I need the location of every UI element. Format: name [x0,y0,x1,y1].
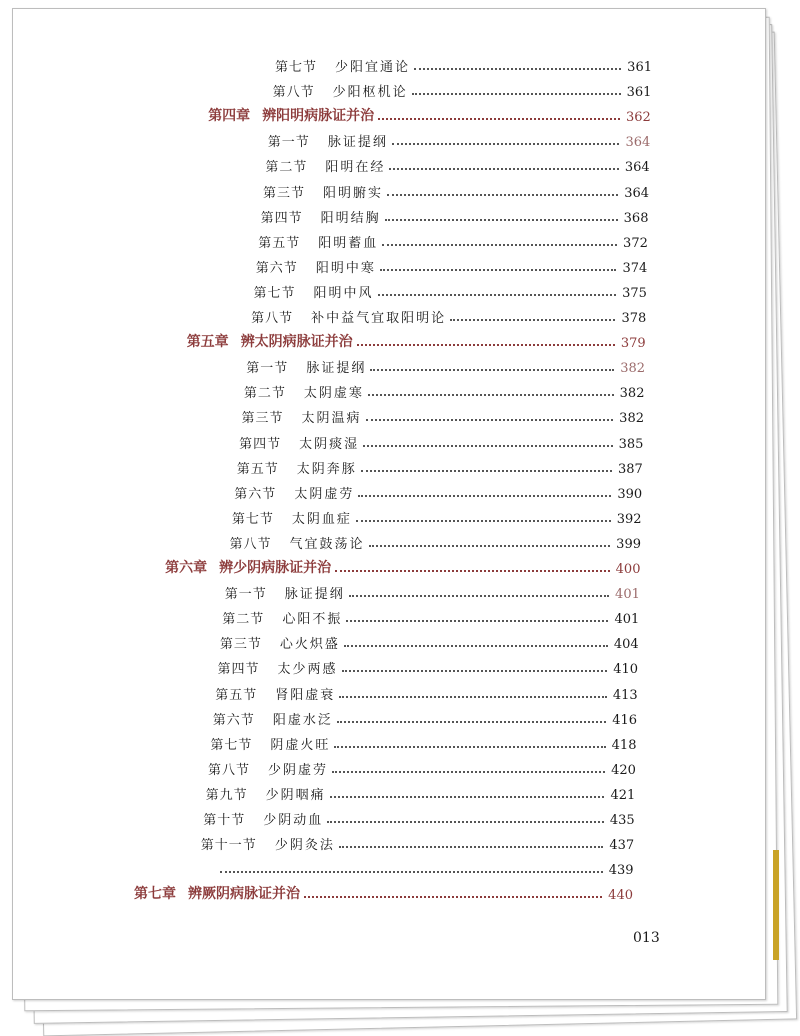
toc-entry-page: 372 [623,235,648,251]
toc-section-entry[interactable] [261,204,649,226]
toc-entry-title: 阳明结胸 [320,210,381,226]
toc-entry-title: 太阴奔豚 [296,461,357,477]
toc-entry-title: 肾阳虚衰 [275,687,336,703]
toc-entry-number: 第一节 [267,135,310,151]
toc-entry-page: 364 [624,185,650,201]
toc-dot-leader [344,645,608,647]
toc-entry-title: 气宜鼓荡论 [289,536,365,552]
toc-dot-leader [363,445,612,447]
toc-entry-title: 阳虚水泛 [272,712,333,728]
toc-entry-number: 第八节 [272,85,315,101]
toc-entry-page: 435 [609,813,635,828]
toc-entry-page: 399 [616,536,641,552]
toc-entry-number: 第二节 [222,612,265,628]
toc-entry-title: 太阴虚劳 [294,486,355,502]
toc-entry-number: 第五章 [186,334,229,351]
toc-section-entry[interactable] [265,153,649,175]
toc-entry-page: 401 [615,587,640,603]
toc-entry-page: 421 [610,787,636,803]
toc-entry-title: 辨太阴病脉证并治 [240,334,353,351]
toc-entry-page: 437 [609,838,635,854]
toc-section-entry[interactable] [213,706,637,728]
toc-section-entry[interactable] [244,379,645,401]
toc-dot-leader [370,369,614,371]
toc-section-entry[interactable] [258,229,648,251]
toc-chapter-entry[interactable] [208,103,651,125]
toc-section-entry[interactable] [273,78,652,100]
toc-dot-leader [361,470,612,472]
toc-section-entry[interactable] [268,128,651,150]
toc-entry-number: 第六章 [165,560,208,576]
toc-entry-title: 太阴虚寒 [303,386,364,402]
toc-dot-leader [358,495,611,497]
toc-entry-page: 404 [613,637,639,653]
toc-dot-leader [378,294,617,296]
toc-entry-title: 少阳宜通论 [335,60,411,75]
toc-entry-page: 416 [612,712,638,728]
toc-entry-title: 阳明腑实 [323,185,384,201]
toc-entry-page: 410 [613,662,639,678]
toc-entry-title: 阳明在经 [325,160,386,176]
toc-entry-number: 第十节 [203,813,246,828]
toc-entry-page: 364 [625,135,651,151]
toc-section-entry[interactable] [220,630,639,652]
toc-entry-page: 364 [624,160,650,176]
toc-section-entry[interactable] [242,404,645,426]
toc-dot-leader [327,821,604,823]
toc-section-entry[interactable] [237,455,643,477]
toc-dot-leader [334,746,605,748]
toc-entry-title: 少阳枢机论 [332,85,408,101]
toc-entry-page: 439 [608,863,634,879]
toc-entry-title: 太少两感 [277,662,338,678]
toc-entry-number: 第五节 [236,461,279,477]
toc-entry-page: 440 [608,888,633,904]
toc-section-entry[interactable] [232,505,642,527]
toc-dot-leader [378,118,620,120]
toc-chapter-entry[interactable] [165,555,640,577]
toc-entry-page: 413 [612,687,638,703]
toc-entry-number: 第一节 [224,587,267,603]
toc-dot-leader [357,344,615,346]
toc-entry-page: 362 [625,110,651,126]
toc-entry-number: 第七节 [275,60,318,75]
toc-section-entry[interactable] [230,530,642,552]
toc-entry-number: 第二节 [243,386,286,402]
toc-section-entry[interactable] [263,179,649,201]
page-number: 013 [633,930,660,946]
toc-section-entry[interactable] [246,354,645,376]
toc-dot-leader [339,696,607,698]
toc-entry-title: 少阴咽痛 [265,787,326,803]
toc-entry-page: 390 [617,486,643,502]
toc-entry-title: 阴虚火旺 [270,737,331,753]
toc-entry-title: 补中益气宜取阳明论 [311,311,447,326]
toc-entry-page: 375 [622,285,647,301]
toc-dot-leader [366,419,614,421]
toc-dot-leader [335,570,610,572]
toc-dot-leader [369,545,611,547]
toc-entry-number: 第二节 [265,160,308,176]
toc-entry-number: 第六节 [212,712,255,728]
toc-dot-leader [337,721,606,723]
toc-dot-leader [346,620,608,622]
toc-dot-leader [332,771,605,773]
toc-dot-leader [389,168,618,170]
toc-entry-page: 361 [626,85,652,101]
toc-section-entry[interactable] [251,304,646,326]
toc-entry-title: 脉证提纲 [284,587,345,603]
toc-entry-number: 第四节 [217,662,260,678]
toc-entry-page: 392 [616,511,642,527]
toc-entry-page: 361 [627,60,652,75]
toc-dot-leader [368,394,614,396]
toc-entry-title: 辨少阴病脉证并治 [219,560,332,576]
toc-entry-page: 418 [611,737,637,753]
toc-entry-page: 401 [614,612,640,628]
toc-entry-number: 第七章 [134,886,176,903]
toc-entry-title: 心阳不振 [282,612,343,628]
toc-dot-leader [304,896,602,898]
toc-section-entry[interactable] [206,781,636,803]
toc-dot-leader [392,143,620,145]
toc-entry-title: 辨厥阴病脉证并治 [188,886,300,903]
toc-dot-leader [450,319,615,321]
toc-dot-leader [342,670,608,672]
toc-chapter-entry[interactable] [187,329,646,351]
toc-dot-leader [387,194,618,196]
toc-entry-title: 阳明蓄血 [318,235,379,251]
toc-section-entry[interactable] [225,580,640,602]
toc-entry-number: 第六节 [255,260,298,276]
toc-dot-leader [339,846,604,848]
toc-entry-number: 第七节 [231,511,274,527]
toc-entry-page: 374 [622,260,648,276]
toc-entry-page: 420 [611,762,636,778]
toc-section-entry[interactable] [198,856,633,878]
toc-entry-number: 第六节 [234,486,277,502]
toc-section-entry[interactable] [234,480,642,502]
toc-dot-leader [330,796,605,798]
toc-entry-page: 382 [620,361,646,377]
toc-section-entry[interactable] [239,430,643,452]
toc-chapter-entry[interactable] [134,881,633,903]
toc-section-entry[interactable] [201,831,634,853]
toc-entry-title: 少阴虚劳 [268,762,329,778]
toc-entry-number: 第八节 [208,762,251,778]
toc-section-entry[interactable] [208,756,636,778]
toc-section-entry[interactable] [210,731,636,753]
toc-dot-leader [412,93,621,95]
toc-dot-leader [414,68,621,70]
toc-entry-number: 第七节 [210,737,253,753]
toc-section-entry[interactable] [203,806,635,828]
toc-entry-number: 第三节 [219,637,262,653]
toc-entry-number: 第八节 [251,311,294,326]
toc-entry-title: 辨阳明病脉证并治 [262,108,375,125]
toc-entry-number: 第一节 [246,361,289,377]
toc-dot-leader [380,269,617,271]
toc-entry-number: 第三节 [241,411,284,427]
toc-section-entry[interactable] [218,655,639,677]
toc-dot-leader [385,219,618,221]
toc-entry-number: 第八节 [229,536,272,552]
toc-entry-number: 第五节 [215,687,258,703]
toc-section-entry[interactable] [254,279,647,301]
toc-dot-leader [349,595,609,597]
toc-entry-page: 387 [617,461,643,477]
toc-entry-title: 少阴动血 [263,813,324,828]
toc-dot-leader [382,244,617,246]
toc-entry-title: 心火炽盛 [279,637,340,653]
toc-entry-page: 368 [623,210,649,226]
toc-section-entry[interactable] [256,254,648,276]
toc-entry-number: 第三节 [263,185,306,201]
toc-entry-number: 第四节 [239,436,282,452]
toc-entry-title: 脉证提纲 [327,135,388,151]
toc-section-entry[interactable] [275,53,652,75]
toc-entry-page: 382 [619,386,645,402]
toc-entry-number: 第七节 [253,285,296,301]
toc-entry-number: 第五节 [258,235,301,251]
toc-section-entry[interactable] [222,605,639,627]
toc-dot-leader [356,520,611,522]
toc-dot-leader [220,871,602,873]
toc-entry-title: 阳明中风 [313,285,374,301]
toc-entry-page: 378 [621,311,647,326]
toc-entry-number: 第四章 [208,108,251,125]
toc-entry-page: 379 [620,336,646,352]
toc-entry-number: 第十一节 [200,838,257,854]
toc-entry-title: 脉证提纲 [306,361,367,377]
toc-entry-title: 少阴灸法 [274,838,335,854]
toc-entry-title: 太阴温病 [301,411,362,427]
toc-entry-number: 第四节 [260,210,303,226]
toc-entry-page: 385 [618,436,644,452]
toc-entry-title: 阳明中寒 [315,260,376,276]
toc-section-entry[interactable] [215,681,638,703]
toc-entry-title: 太阴痰湿 [299,436,360,452]
toc-entry-page: 400 [615,562,641,577]
toc-entry-title: 太阴血症 [291,511,352,527]
toc-entry-page: 382 [619,411,644,427]
toc-entry-number: 第九节 [205,787,248,803]
